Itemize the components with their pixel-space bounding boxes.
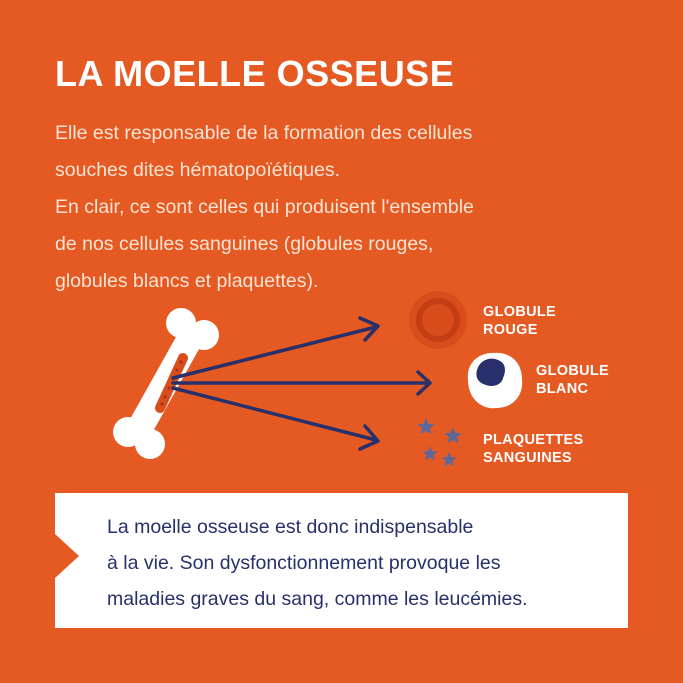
conclusion-line: à la vie. Son dysfonctionnement provoque les (107, 552, 501, 574)
arrow-to-white-icon (173, 372, 430, 394)
platelet-star-icon (417, 418, 434, 434)
conclusion-line: La moelle osseuse est donc indispensable (107, 516, 474, 538)
platelet-star-icon (441, 452, 456, 467)
platelets-icon (417, 418, 461, 467)
intro-line: globules blancs et plaquettes). (55, 270, 319, 292)
platelets-label: PLAQUETTES SANGUINES (483, 432, 584, 466)
platelet-star-icon (444, 427, 461, 443)
conclusion-text (107, 509, 617, 617)
platelet-star-icon (422, 446, 437, 461)
intro-line: En clair, ce sont celles qui produisent l'ensemble (55, 196, 474, 218)
conclusion-line: maladies graves du sang, comme les leucémies. (107, 588, 528, 610)
arrow-to-platelets-icon (173, 388, 378, 449)
intro-line: Elle est responsable de la formation des cellules (55, 122, 473, 144)
conclusion-notch (55, 534, 79, 578)
intro-line: souches dites hématopoïétiques. (55, 159, 341, 181)
intro-line: de nos cellules sanguines (globules rouges, (55, 233, 434, 255)
page-title: LA MOELLE OSSEUSE (55, 53, 455, 94)
red-blood-cell-icon (409, 291, 467, 349)
white-blood-cell-icon (468, 353, 522, 408)
red-cell-label: GLOBULE ROUGE (483, 304, 556, 338)
white-cell-label: GLOBULE BLANC (536, 363, 609, 397)
